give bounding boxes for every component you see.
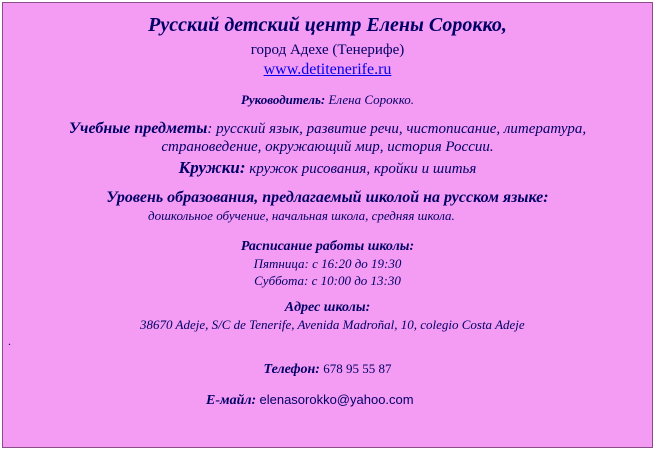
center-title: Русский детский центр Елены Сорокко, — [148, 14, 507, 36]
subjects-text-1: : русский язык, развитие речи, чистописание, литература, — [207, 121, 587, 137]
clubs-line — [3, 158, 652, 178]
director-name: Елена Сорокко. — [328, 92, 415, 107]
email-value[interactable]: elenasorokko@yahoo.com — [259, 392, 414, 407]
education-levels: дошкольное обучение, начальная школа, средняя школа. — [148, 208, 455, 223]
clubs-label: Кружки: — [178, 158, 246, 177]
dot-mark: . — [8, 334, 11, 348]
flyer — [2, 2, 653, 448]
subjects-line-2: страноведение, окружающий мир, история России. — [161, 139, 494, 155]
website-line — [3, 61, 652, 79]
address-value: 38670 Adeje, S/C de Tenerife, Avenida Madroñal, 10, colegio Costa Adeje — [140, 317, 525, 332]
email-line — [206, 392, 414, 409]
phone-label: Телефон: — [263, 362, 320, 377]
subjects-line-1 — [3, 120, 652, 138]
city: город Адехе (Тенерифе) — [250, 42, 405, 58]
schedule-saturday: Суббота: с 10:00 до 13:30 — [254, 273, 401, 288]
education-heading: Уровень образования, предлагаемый школой на русском языке: — [106, 189, 549, 206]
schedule-friday: Пятница: с 16:20 до 19:30 — [253, 256, 402, 271]
website-link[interactable]: www.detitenerife.ru — [263, 61, 392, 78]
phone-line — [3, 361, 652, 378]
address-heading: Адрес школы: — [284, 300, 371, 315]
schedule-heading: Расписание работы школы: — [240, 239, 415, 254]
clubs-text: кружок рисования, кройки и шитья — [249, 161, 477, 177]
subjects-label: Учебные предметы — [68, 120, 208, 137]
phone-value: 678 95 55 87 — [323, 361, 392, 376]
director-line — [3, 92, 652, 108]
email-label: Е-майл: — [206, 393, 257, 408]
director-label: Руководитель: — [240, 92, 326, 107]
